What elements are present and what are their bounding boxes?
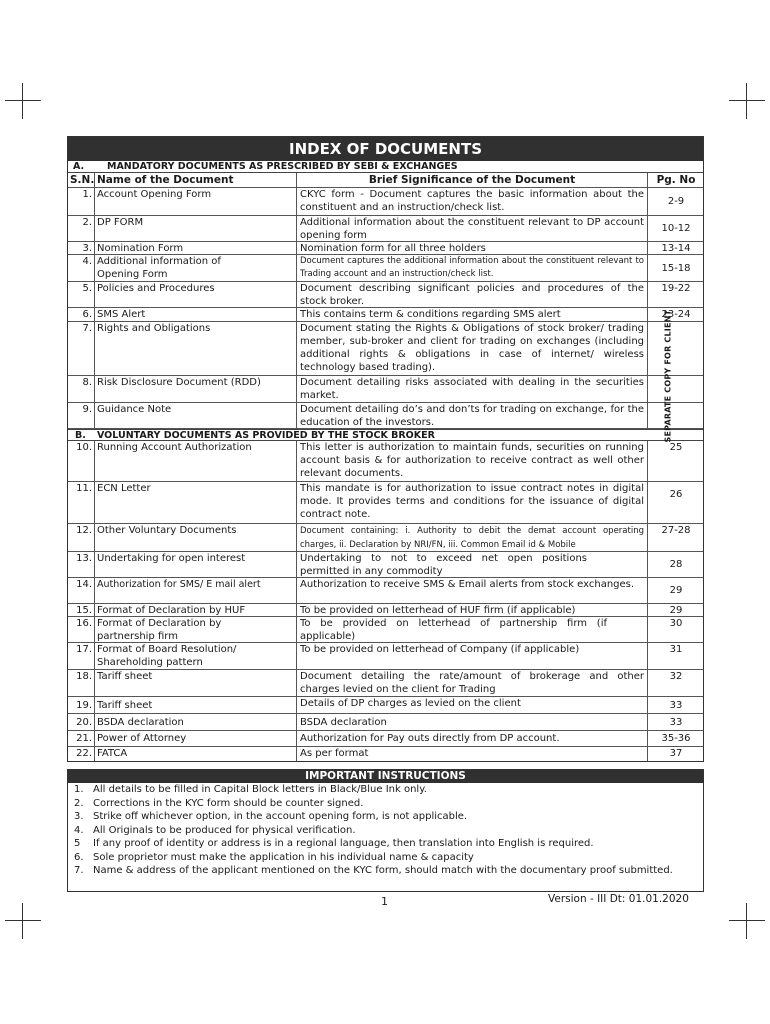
instruction-number: 7. xyxy=(74,865,84,876)
row-sn: 15. xyxy=(76,605,92,616)
row-brief: Additional information about the constituent relevant to DP account opening form xyxy=(296,216,647,241)
instruction-number: 2. xyxy=(74,797,84,809)
table-row xyxy=(68,670,703,697)
row-brief: Document containing: i. Authority to debit the demat account operating charges, ii. Declaration by NRI/FN, iii. Common Email id & Mobile xyxy=(296,524,647,551)
section-b-heading xyxy=(68,429,703,441)
row-brief: This mandate is for authorization to issue contract notes in digital mode. It provides terms and conditions for the issuance of digital contract note. xyxy=(296,482,647,523)
row-name: BSDA declaration xyxy=(94,714,296,730)
row-name: Risk Disclosure Document (RDD) xyxy=(94,376,296,402)
row-sn: 9. xyxy=(82,404,92,415)
row-brief: Nomination form for all three holders xyxy=(296,242,647,254)
row-pg xyxy=(647,376,704,402)
row-pg: 30 xyxy=(647,617,704,642)
separate-copy-note: SEPARATE COPY FOR CLIENT xyxy=(663,309,673,443)
table-row xyxy=(68,604,703,617)
row-pg: 28 xyxy=(647,552,704,577)
row-brief: This letter is authorization to maintain funds, securities on running account basis & for authorization to receive contract as well other relevant documents. xyxy=(296,441,647,481)
row-brief: To be provided on letterhead of HUF firm (if applicable) xyxy=(296,604,647,616)
row-name: Guidance Note xyxy=(94,403,296,428)
section-b-letter: B. xyxy=(75,430,86,441)
row-brief: Undertaking to not to exceed net open positions permitted in any commodity xyxy=(296,552,647,577)
crop-mark-top-right xyxy=(729,83,765,119)
row-name: Authorization for SMS/ E mail alert xyxy=(94,578,296,603)
instruction-text: All Originals to be produced for physical verification. xyxy=(93,824,356,836)
row-pg: 2-9 xyxy=(647,188,704,215)
row-sn: 19. xyxy=(76,700,92,711)
instruction-item xyxy=(68,797,703,811)
table-row xyxy=(68,188,703,216)
instruction-text: Name & address of the applicant mentioned on the KYC form, should match with the documentary proof submitted. xyxy=(93,865,673,876)
table-row xyxy=(68,578,703,604)
row-sn: 10. xyxy=(76,442,92,453)
row-brief: Document detailing the rate/amount of brokerage and other charges levied on the client for Trading xyxy=(296,670,647,696)
row-name: Format of Declaration by HUF xyxy=(94,604,296,616)
row-pg: 15-18 xyxy=(647,255,704,281)
row-sn: 20. xyxy=(76,717,92,728)
instruction-text: All details to be filled in Capital Block letters in Black/Blue Ink only. xyxy=(93,784,427,795)
row-sn: 3. xyxy=(82,243,92,254)
instruction-item xyxy=(68,851,703,865)
table-row xyxy=(68,376,703,403)
table-row xyxy=(68,308,703,322)
row-brief: Document stating the Rights & Obligations of stock broker/ trading member, sub-broker and client for trading on exchanges (including additional rights & obligations in case of internet/ wireless technology based trading). xyxy=(296,322,647,375)
row-pg xyxy=(647,403,704,428)
table-row xyxy=(68,643,703,670)
table-row xyxy=(68,714,703,731)
row-name: Running Account Authorization xyxy=(94,441,296,481)
row-brief: This contains term & conditions regarding SMS alert xyxy=(296,308,647,321)
row-brief: Authorization for Pay outs directly from DP account. xyxy=(296,731,647,746)
row-sn: 13. xyxy=(76,553,92,564)
row-name: Tariff sheet xyxy=(94,697,296,713)
row-name: Nomination Form xyxy=(94,242,296,254)
row-name: Rights and Obligations xyxy=(94,322,296,375)
crop-mark-top-left xyxy=(5,83,41,119)
row-pg: 25 xyxy=(647,441,704,481)
row-brief: To be provided on letterhead of partnership firm (if applicable) xyxy=(296,617,647,642)
section-a-title: MANDATORY DOCUMENTS AS PRESCRIBED BY SEBI & EXCHANGES xyxy=(107,161,458,172)
instruction-number: 6. xyxy=(74,851,84,863)
row-brief: Document describing significant policies and procedures of the stock broker. xyxy=(296,282,647,307)
row-pg: 33 xyxy=(647,697,704,713)
row-sn: 18. xyxy=(76,671,92,682)
row-name: FATCA xyxy=(94,747,296,761)
row-name: DP FORM xyxy=(94,216,296,241)
row-sn: 12. xyxy=(76,525,92,536)
instruction-item xyxy=(68,837,703,851)
row-name: Power of Attorney xyxy=(94,731,296,746)
section-a-heading xyxy=(68,161,703,173)
page-number: 1 xyxy=(381,895,388,908)
row-pg: 27-28 xyxy=(647,524,704,551)
table-row xyxy=(68,441,703,482)
instruction-number: 3. xyxy=(74,811,84,822)
index-table xyxy=(67,136,704,762)
header-brief: Brief Significance of the Document xyxy=(296,173,647,187)
row-pg: 13-14 xyxy=(647,242,704,254)
row-pg: 10-12 xyxy=(647,216,704,241)
row-name: Account Opening Form xyxy=(94,188,296,215)
instructions-title: IMPORTANT INSTRUCTIONS xyxy=(68,770,703,783)
instruction-text: Strike off whichever option, in the account opening form, is not applicable. xyxy=(93,811,468,822)
row-sn: 4. xyxy=(82,256,92,267)
header-sn: S.N. xyxy=(70,174,94,186)
row-brief: Details of DP charges as levied on the client xyxy=(296,697,647,713)
row-name: Additional information of Opening Form xyxy=(94,255,296,281)
row-pg xyxy=(647,322,704,375)
table-row xyxy=(68,242,703,255)
row-brief: BSDA declaration xyxy=(296,714,647,730)
row-pg: 35-36 xyxy=(647,731,704,746)
row-brief: Document detailing do’s and don’ts for trading on exchange, for the education of the investors. xyxy=(296,403,647,428)
table-row xyxy=(68,322,703,376)
row-brief: To be provided on letterhead of Company (if applicable) xyxy=(296,643,647,669)
instruction-number: 4. xyxy=(74,824,84,836)
table-header-row xyxy=(68,173,703,188)
header-pg: Pg. No xyxy=(647,173,704,187)
instruction-item xyxy=(68,810,703,824)
table-row xyxy=(68,552,703,578)
row-pg: 29 xyxy=(647,578,704,603)
row-pg: 23-24 xyxy=(647,308,704,321)
version-label: Version - III Dt: 01.01.2020 xyxy=(548,893,689,905)
row-pg: 32 xyxy=(647,670,704,696)
row-sn: 2. xyxy=(82,217,92,228)
row-sn: 5. xyxy=(82,283,92,294)
row-name: ECN Letter xyxy=(94,482,296,523)
instruction-item xyxy=(68,864,703,878)
row-sn: 8. xyxy=(82,377,92,388)
row-sn: 14. xyxy=(76,579,92,590)
row-name: Format of Declaration by partnership firm xyxy=(94,617,296,642)
section-a-letter: A. xyxy=(73,161,85,172)
table-row xyxy=(68,282,703,308)
crop-mark-bottom-left xyxy=(5,903,41,939)
index-title: INDEX OF DOCUMENTS xyxy=(68,137,703,161)
row-sn: 17. xyxy=(76,644,92,655)
row-name: Tariff sheet xyxy=(94,670,296,696)
row-pg: 33 xyxy=(647,714,704,730)
row-sn: 1. xyxy=(82,189,92,200)
row-pg: 37 xyxy=(647,747,704,761)
table-row xyxy=(68,731,703,747)
row-name: Policies and Procedures xyxy=(94,282,296,307)
header-name: Name of the Document xyxy=(94,173,296,187)
row-sn: 6. xyxy=(82,309,92,320)
table-row xyxy=(68,216,703,242)
table-row xyxy=(68,617,703,643)
table-row xyxy=(68,403,703,429)
row-sn: 11. xyxy=(76,483,92,494)
instruction-text: If any proof of identity or address is in a regional language, then translation into English is required. xyxy=(93,838,594,849)
row-sn: 16. xyxy=(76,618,92,629)
row-pg: 29 xyxy=(647,604,704,616)
instruction-item xyxy=(68,783,703,797)
row-brief: Document captures the additional information about the constituent relevant to Trading account and an instruction/check list. xyxy=(296,255,647,281)
row-sn: 7. xyxy=(82,323,92,334)
row-brief: CKYC form - Document captures the basic information about the constituent and an instruction/check list. xyxy=(296,188,647,215)
row-brief: Document detailing risks associated with dealing in the securities market. xyxy=(296,376,647,402)
row-pg: 26 xyxy=(647,482,704,523)
row-name: Other Voluntary Documents xyxy=(94,524,296,551)
row-name: Format of Board Resolution/ Shareholding pattern xyxy=(94,643,296,669)
instruction-number: 5 xyxy=(74,838,81,849)
instruction-item xyxy=(68,824,703,838)
row-name: Undertaking for open interest xyxy=(94,552,296,577)
row-sn: 22. xyxy=(76,748,92,759)
row-sn: 21. xyxy=(76,733,92,744)
row-brief: As per format xyxy=(296,747,647,761)
table-row xyxy=(68,697,703,714)
instruction-number: 1. xyxy=(74,784,84,795)
table-row xyxy=(68,747,703,761)
row-pg: 31 xyxy=(647,643,704,669)
row-pg: 19-22 xyxy=(647,282,704,307)
instruction-text: Sole proprietor must make the application in his individual name & capacity xyxy=(93,851,474,863)
instructions-box xyxy=(67,769,704,892)
row-brief: Authorization to receive SMS & Email alerts from stock exchanges. xyxy=(296,578,647,603)
crop-mark-bottom-right xyxy=(729,903,765,939)
row-name: SMS Alert xyxy=(94,308,296,321)
table-row xyxy=(68,255,703,282)
table-row xyxy=(68,524,703,552)
table-row xyxy=(68,482,703,524)
instruction-text: Corrections in the KYC form should be counter signed. xyxy=(93,797,364,809)
section-b-title: VOLUNTARY DOCUMENTS AS PROVIDED BY THE STOCK BROKER xyxy=(97,430,435,441)
